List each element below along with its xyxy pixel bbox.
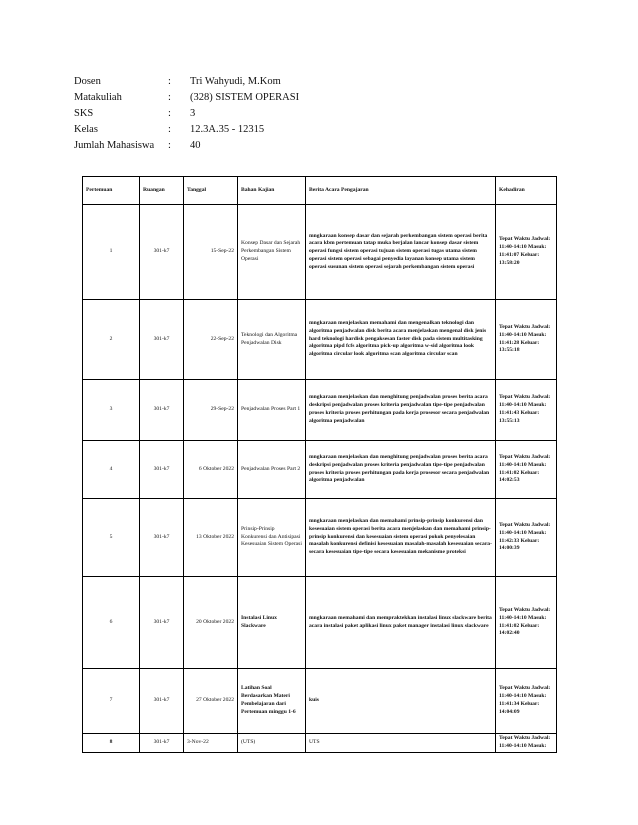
- info-value: 3: [190, 108, 196, 119]
- column-header-kehadiran: Kehadiran: [496, 177, 557, 205]
- info-row-dosen: [74, 74, 299, 90]
- info-label: Dosen: [74, 76, 101, 87]
- kehadiran-line: Tepat Waktu Jadwal:: [499, 453, 551, 460]
- kehadiran-line: Tepat Waktu Jadwal:: [499, 685, 551, 692]
- cell-berita-acara: mngkaraan menjelaskan dan menghitung penjadwalan proses berita acara deskripsi penjadwalan proses kriteria penjadwalan tipe-tipe penjadwalan proses kriteria proses perhitungan pada kerja prosesor secara penjadwalan algoritma penjadwalan: [306, 441, 496, 499]
- kehadiran-line: 11:41:02 Keluar:: [499, 469, 540, 476]
- column-header-berita-acara: Berita Acara Pengajaran: [306, 177, 496, 205]
- kehadiran-line: 14:02:40: [499, 630, 520, 637]
- kehadiran-line: 14:04:09: [499, 708, 520, 715]
- cell-pertemuan: 4: [83, 441, 140, 499]
- cell-tanggal: 29-Sep-22: [184, 380, 238, 441]
- cell-ruangan: 301-k7: [140, 441, 184, 499]
- kehadiran-line: 11:41:34 Keluar:: [499, 701, 540, 707]
- info-label: Jumlah Mahasiswa: [74, 140, 155, 151]
- info-colon: :: [168, 124, 171, 135]
- cell-bahan-kajian: Konsep Dasar dan Sejarah Perkembangan Sistem Operasi: [238, 205, 306, 300]
- info-label: SKS: [74, 108, 94, 119]
- info-value: (328) SISTEM OPERASI: [190, 92, 300, 103]
- cell-tanggal: 3-Nov-22: [184, 734, 238, 753]
- info-colon: :: [168, 76, 171, 87]
- cell-berita-acara: mngkaraan memahami dan mempraktekkan instalasi linux slackware berita acara instalasi paket aplikasi linux paket manager instalasi linux slackware: [306, 577, 496, 669]
- cell-pertemuan: 2: [83, 300, 140, 380]
- kehadiran-line: 11:40-14:10 Masuk:: [499, 614, 547, 621]
- cell-ruangan: 301-k7: [140, 577, 184, 669]
- cell-berita-acara: mngkaraan menjelaskan dan memahami prinsip-prinsip konkurensi dan kesesuaian sistem operasi berita acara menjelaskan dan memahami prinsip-prinsip konkurensi dan kesesuaian sistem operasi pokok penyelesaian masalah konkurensi definisi kesesuaian masalah-masalah kesesuaian secara-secara kesesuaian tipe-tipe secara kesesuaian mekanisme proteksi: [306, 499, 496, 577]
- cell-kehadiran: [496, 499, 557, 577]
- kehadiran-line: 13:58:20: [499, 259, 520, 266]
- table-row: [83, 499, 557, 577]
- info-row-jumlah-mahasiswa: [74, 138, 299, 154]
- kehadiran-line: Tepat Waktu Jadwal:: [499, 394, 551, 401]
- info-label: Matakuliah: [74, 92, 122, 103]
- info-row-kelas: [74, 122, 299, 138]
- kehadiran-line: 11:40-14:10 Masuk:: [499, 693, 547, 700]
- table-row: [83, 669, 557, 734]
- cell-kehadiran: [496, 734, 557, 753]
- column-header-ruangan: Ruangan: [140, 177, 184, 205]
- kehadiran-line: Tepat Waktu Jadwal:: [499, 323, 551, 330]
- table-row: [83, 441, 557, 499]
- table-row: [83, 300, 557, 380]
- kehadiran-line: 11:40-14:10 Masuk:: [499, 529, 547, 536]
- cell-kehadiran: [496, 300, 557, 380]
- cell-pertemuan: 5: [83, 499, 140, 577]
- cell-ruangan: 301-k7: [140, 669, 184, 734]
- column-header-pertemuan: Pertemuan: [83, 177, 140, 205]
- table-row: [83, 577, 557, 669]
- column-header-tanggal: Tanggal: [184, 177, 238, 205]
- kehadiran-line: 13:55:13: [499, 417, 520, 424]
- attendance-table: [82, 176, 557, 753]
- cell-tanggal: 27 Oktober 2022: [184, 669, 238, 734]
- cell-berita-acara: mngkaraan konsep dasar dan sejarah perkembangan sistem operasi berita acara kbm pertemuan tatap muka berjalan lancar konsep dasar sistem operasi fungsi sistem operasi tujuan sistem operasi tugas utama sistem operasi sistem operasi sebagai penyedia layanan konsep utama sistem operasi susunan sistem operasi sejarah perkembangan sistem operasi: [306, 205, 496, 300]
- cell-berita-acara: mngkaraan menjelaskan memahami dan mengenalkan teknologi dan algoritma penjadwalan disk berita acara menjelaskan mengenal disk jenis hard teknologi hardisk pengaksesan faster disk pada sistem multitasking algoritma pipd fcfs algoritma pick-up algoritma w-sid algoritma look algoritma circular look algoritma scan algoritma circular scan: [306, 300, 496, 380]
- kehadiran-line: 11:41:02 Keluar:: [499, 622, 540, 629]
- cell-berita-acara: mngkaraan menjelaskan dan menghitung penjadwalan proses berita acara deskripsi penjadwalan proses kriteria penjadwalan tipe-tipe penjadwalan proses kriteria proses perhitungan pada kerja prosesor secara penjadwalan algoritma penjadwalan: [306, 380, 496, 441]
- info-colon: :: [168, 92, 171, 103]
- cell-kehadiran: [496, 441, 557, 499]
- cell-berita-acara: kuis: [306, 669, 496, 734]
- info-label: Kelas: [74, 124, 98, 135]
- table-row: [83, 380, 557, 441]
- table-row: [83, 205, 557, 300]
- column-header-bahan-kajian: Bahan Kajian: [238, 177, 306, 205]
- info-row-sks: [74, 106, 299, 122]
- cell-bahan-kajian: (UTS): [238, 734, 306, 753]
- cell-ruangan: 301-k7: [140, 300, 184, 380]
- kehadiran-line: 11:40-14:10 Masuk:: [499, 244, 547, 251]
- info-value: Tri Wahyudi, M.Kom: [190, 76, 281, 87]
- kehadiran-line: 11:41:43 Keluar:: [499, 410, 540, 416]
- cell-tanggal: 15-Sep-22: [184, 205, 238, 300]
- cell-kehadiran: [496, 380, 557, 441]
- cell-pertemuan: 3: [83, 380, 140, 441]
- kehadiran-line: 11:40-14:10 Masuk:: [499, 331, 547, 338]
- kehadiran-line: Tepat Waktu Jadwal:: [499, 606, 551, 613]
- table-header-row: [83, 177, 557, 205]
- kehadiran-line: Tepat Waktu Jadwal:: [499, 236, 551, 243]
- cell-pertemuan: 8: [83, 734, 140, 753]
- kehadiran-line: Tepat Waktu Jadwal:: [499, 735, 551, 741]
- kehadiran-line: 11:42:33 Keluar:: [499, 537, 540, 544]
- cell-bahan-kajian: Latihan Soal Berdasarkan Materi Pembelajaran dari Pertemuan minggu 1-6: [238, 669, 306, 734]
- cell-tanggal: 6 Oktober 2022: [184, 441, 238, 499]
- kehadiran-line: 11:40-14:10 Masuk:: [499, 402, 547, 409]
- table-row: [83, 734, 557, 753]
- cell-pertemuan: 1: [83, 205, 140, 300]
- course-info: [74, 74, 299, 154]
- cell-ruangan: 301-k7: [140, 734, 184, 753]
- kehadiran-line: 13:55:18: [499, 347, 520, 354]
- kehadiran-line: 11:41:07 Keluar:: [499, 252, 540, 258]
- cell-kehadiran: [496, 577, 557, 669]
- info-colon: :: [168, 108, 171, 119]
- cell-bahan-kajian: Instalasi Linux Slackware: [238, 577, 306, 669]
- cell-bahan-kajian: Prinsip-Prinsip Konkurensi dan Antisipasi Kesesuaian Sistem Operasi: [238, 499, 306, 577]
- cell-kehadiran: [496, 669, 557, 734]
- cell-bahan-kajian: Penjadwalan Proses Part 2: [238, 441, 306, 499]
- info-value: 40: [190, 140, 201, 151]
- kehadiran-line: 14:00:39: [499, 545, 520, 552]
- cell-bahan-kajian: Penjadwalan Proses Part 1: [238, 380, 306, 441]
- info-colon: :: [168, 140, 171, 151]
- cell-tanggal: 22-Sep-22: [184, 300, 238, 380]
- cell-ruangan: 301-k7: [140, 499, 184, 577]
- cell-berita-acara: UTS: [306, 734, 496, 753]
- cell-tanggal: 20 Oktober 2022: [184, 577, 238, 669]
- cell-bahan-kajian: Teknologi dan Algoritma Penjadwalan Disk: [238, 300, 306, 380]
- kehadiran-line: 11:40-14:10 Masuk:: [499, 461, 547, 468]
- kehadiran-line: 11:40-14:10 Masuk:: [499, 742, 547, 749]
- cell-pertemuan: 6: [83, 577, 140, 669]
- kehadiran-line: Tepat Waktu Jadwal:: [499, 521, 551, 528]
- cell-tanggal: 13 Oktober 2022: [184, 499, 238, 577]
- kehadiran-line: 11:41:28 Keluar:: [499, 339, 540, 346]
- kehadiran-line: 14:02:53: [499, 477, 520, 484]
- info-value: 12.3A.35 - 12315: [190, 124, 265, 135]
- info-row-matakuliah: [74, 90, 299, 106]
- cell-kehadiran: [496, 205, 557, 300]
- cell-pertemuan: 7: [83, 669, 140, 734]
- cell-ruangan: 301-k7: [140, 380, 184, 441]
- cell-ruangan: 301-k7: [140, 205, 184, 300]
